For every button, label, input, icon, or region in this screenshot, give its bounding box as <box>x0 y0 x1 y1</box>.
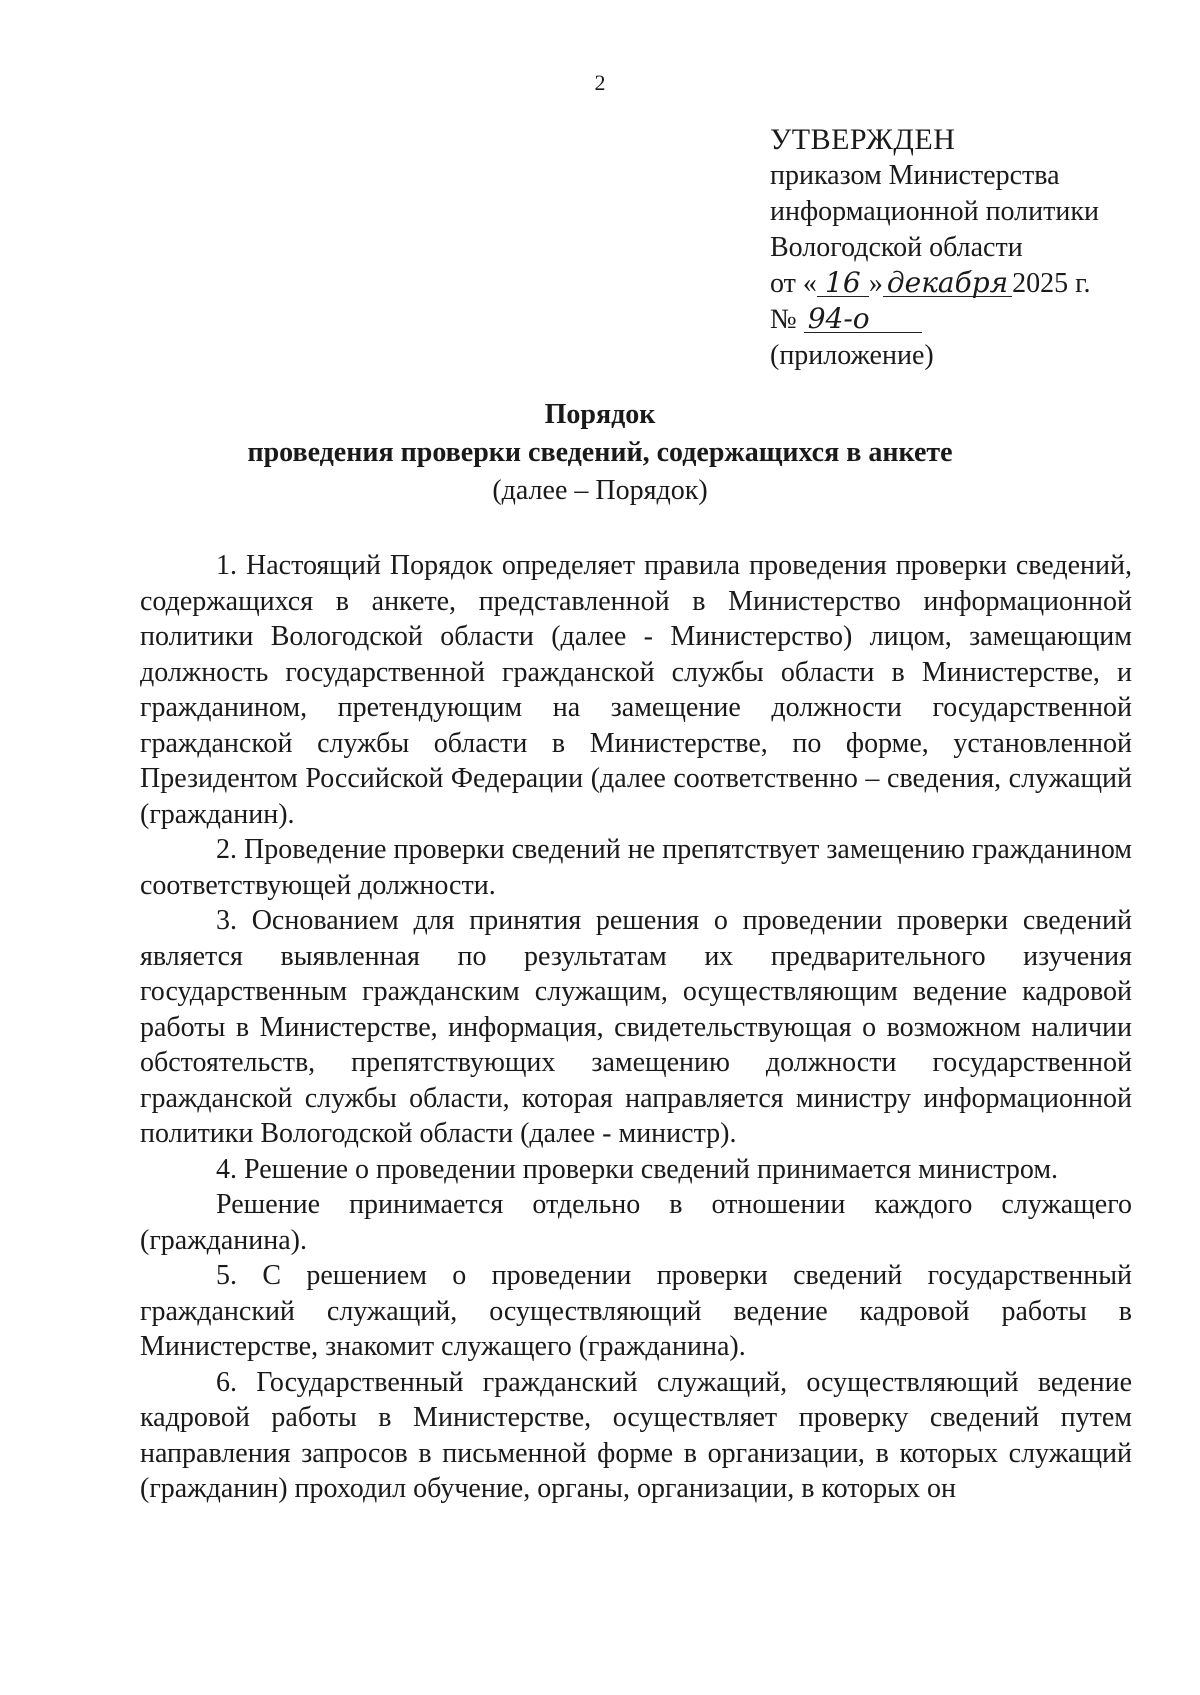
title-line-2: проведения проверки сведений, содержащихся в анкете <box>247 437 953 468</box>
paragraph-6: 6. Государственный гражданский служащий, осуществляющий ведение кадровой работы в Министерстве, осуществляет проверку сведений путем направления запросов в письменной форме в организации, в которых служащий (гражданин) проходил обучение, органы, организации, в которых он <box>140 1366 1132 1504</box>
document-body <box>140 548 1132 1507</box>
paragraph-3: 3. Основанием для принятия решения о проведении проверки сведений является выявленная по результатам их предварительного изучения государственным гражданским служащим, осуществляющим ведение кадровой работы в Министерстве, информация, свидетельствующая о возможном наличии обстоятельств, препятствующих замещению должности государственной гражданской службы области, которая направляется министру информационной политики Вологодской области (далее - министр). <box>140 905 1132 1149</box>
approval-note: (приложение) <box>770 340 934 371</box>
number-prefix: № <box>770 304 797 335</box>
title-line-3: (далее – Порядок) <box>492 475 708 506</box>
handwritten-month: декабря <box>883 270 1012 297</box>
date-prefix: от « <box>770 268 817 299</box>
approval-heading: УТВЕРЖДЕН <box>770 123 956 156</box>
date-year: 2025 г. <box>1012 268 1091 299</box>
approval-date <box>770 266 1099 302</box>
paragraph-4-continued: Решение принимается отдельно в отношении каждого служащего (гражданина). <box>140 1189 1132 1256</box>
page-number: 2 <box>594 70 606 95</box>
approval-line-2: информационной политики <box>770 196 1099 227</box>
approval-line-3: Вологодской области <box>770 232 1023 263</box>
approval-stamp <box>770 122 1099 374</box>
paragraph-4: 4. Решение о проведении проверки сведений принимается министром. <box>216 1153 1059 1185</box>
paragraph-2: 2. Проведение проверки сведений не препятствует замещению гражданином соответствующей должности. <box>140 834 1132 901</box>
document-title <box>0 396 1200 510</box>
handwritten-day: 16 <box>817 270 869 297</box>
handwritten-number: 94-о <box>804 306 922 333</box>
paragraph-5: 5. С решением о проведении проверки сведений государственный гражданский служащий, осуществляющий ведение кадровой работы в Министерстве, знакомит служащего (гражданина). <box>140 1260 1132 1362</box>
paragraph-1: 1. Настоящий Порядок определяет правила проведения проверки сведений, содержащихся в анкете, представленной в Министерство информационной политики Вологодской области (далее - Министерство) лицом, замещающим должность государственной гражданской службы области в Министерстве, и гражданином, претендующим на замещение должности государственной гражданской службы области в Министерстве, по форме, установленной Президентом Российской Федерации (далее соответственно – сведения, служащий (гражданин). <box>140 550 1132 830</box>
approval-number <box>770 302 1099 338</box>
date-mid: » <box>868 268 883 299</box>
approval-line-1: приказом Министерства <box>770 160 1060 191</box>
title-line-1: Порядок <box>544 399 656 430</box>
